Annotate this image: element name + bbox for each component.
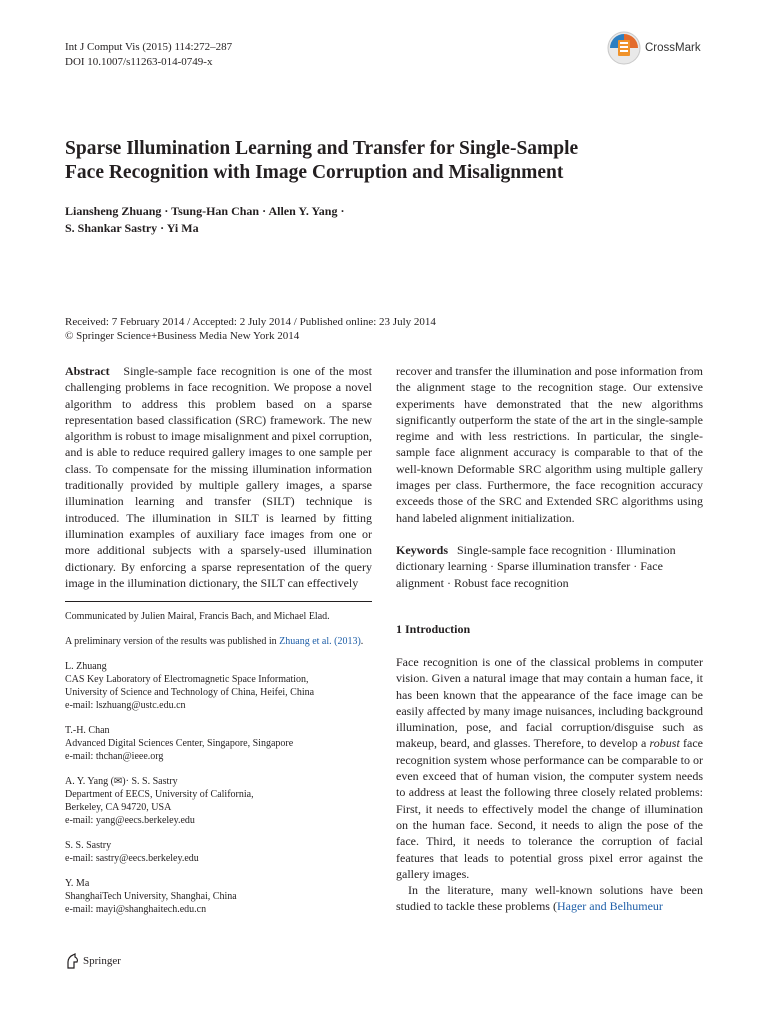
affil-email[interactable]: e-mail: sastry@eecs.berkeley.edu xyxy=(65,853,199,864)
affil-line: CAS Key Laboratory of Electromagnetic Space Information, xyxy=(65,674,309,685)
keywords xyxy=(396,542,703,591)
affil-email[interactable]: e-mail: mayi@shanghaitech.edu.cn xyxy=(65,904,207,915)
affiliation-chan xyxy=(65,724,372,763)
affil-email[interactable]: e-mail: lszhuang@ustc.edu.cn xyxy=(65,700,186,711)
publisher-footer xyxy=(65,953,121,969)
journal-citation: Int J Comput Vis (2015) 114:272–287 xyxy=(65,41,233,53)
journal-doi[interactable]: DOI 10.1007/s11263-014-0749-x xyxy=(65,56,213,68)
crossmark-label: CrossMark xyxy=(645,42,701,54)
affil-name: L. Zhuang xyxy=(65,661,107,672)
intro-paragraph-1 xyxy=(396,654,703,882)
abstract-label: Abstract xyxy=(65,364,110,378)
prelim-text: A preliminary version of the results was published in xyxy=(65,636,277,647)
abstract-left xyxy=(65,363,372,591)
abstract-text-right: recover and transfer the illumination and pose information from the alignment stage to the recognition stage. Our extensive experiments have demonstrated that the new algorithms significantly outperform the state of the art in the single-sample regime and with less restrictions. In particular, the single-sample face alignment accuracy is comparable to that of the well-known Deformable SRC algorithm using multiple gallery images per class. Furthermore, the face recognition accuracy exceeds those of the SRC and Extended SRC algorithms using hand labeled alignment initialization. xyxy=(396,364,703,525)
section-heading-introduction: 1 Introduction xyxy=(396,622,471,636)
footnotes xyxy=(65,610,372,916)
dates-line: Received: 7 February 2014 / Accepted: 2 July 2014 / Published online: 23 July 2014 xyxy=(65,316,436,328)
affiliation-ma xyxy=(65,877,372,916)
affil-line: Department of EECS, University of California, xyxy=(65,789,254,800)
title-line-1: Sparse Illumination Learning and Transfer for Single-Sample xyxy=(65,138,579,159)
abstract-right xyxy=(396,363,703,526)
preliminary-note xyxy=(65,635,372,648)
springer-horse-icon xyxy=(65,953,79,969)
affil-email[interactable]: e-mail: thchan@ieee.org xyxy=(65,751,164,762)
affil-line: University of Science and Technology of China, Heifei, China xyxy=(65,687,315,698)
intro-text: In the literature, many well-known solutions have been studied to tackle these problems ( xyxy=(396,883,703,914)
affil-line: ShanghaiTech University, Shanghai, China xyxy=(65,891,237,902)
keywords-text: Single-sample face recognition · Illumination dictionary learning · Sparse illumination transfer · Face alignment · Robust face recognition xyxy=(396,543,676,590)
affil-name: A. Y. Yang (✉)· S. S. Sastry xyxy=(65,776,178,787)
prelim-end: . xyxy=(360,636,364,647)
affiliation-zhuang xyxy=(65,660,372,712)
footnote-divider xyxy=(65,601,372,602)
communicated-by: Communicated by Julien Mairal, Francis Bach, and Michael Elad. xyxy=(65,611,330,622)
abstract-text-left: Single-sample face recognition is one of the most challenging problems in face recognition. We propose a novel algorithm to address this problem based on a sparse representation based classification (SRC) framework. The new algorithm is robust to image misalignment and pixel corruption, and is able to reduce required gallery images to one sample per class. To compensate for the missing illumination information traditionally provided by multiple gallery images, a sparse illumination learning and transfer (SILT) technique is introduced. The illumination in SILT is learned by fitting illumination examples of auxiliary face images from one or more additional subjects with a sparsely-used illumination dictionary. By enforcing a sparse representation of the query image in the illumination dictionary, the SILT can effectively xyxy=(65,364,373,590)
affil-name: Y. Ma xyxy=(65,878,90,889)
affil-name: S. S. Sastry xyxy=(65,840,112,851)
affiliation-yang xyxy=(65,775,372,827)
authors-line-2: S. Shankar Sastry · Yi Ma xyxy=(65,221,199,235)
prelim-citation-link[interactable]: Zhuang et al. (2013) xyxy=(279,636,361,647)
keywords-label: Keywords xyxy=(396,543,448,557)
intro-text: Face recognition is one of the classical problems in computer vision. Given a natural image that may contain a human face, it has been known that the appearance of the face image can be easily affected by many image nuisances, including background illumination, pose, and facial corruption/disguise such as makeup, beard, and glasses. Therefore, to develop a xyxy=(396,655,704,751)
publisher-name: Springer xyxy=(83,955,121,967)
affil-email[interactable]: e-mail: yang@eecs.berkeley.edu xyxy=(65,815,195,826)
authors-line-1: Liansheng Zhuang · Tsung-Han Chan · Allen Y. Yang · xyxy=(65,204,345,218)
intro-emphasis: robust xyxy=(649,736,680,751)
intro-text: face recognition system whose performance can be comparable to or even exceed that of human vision, the computer system needs to address at least the following three closely related problems: First, it needs to effectively model the change of illumination on the human face. Second, it needs to align the pose of the face. Third, it needs to tolerance the corruption of facial features that leads to potential gross pixel error against the gallery images. xyxy=(396,736,703,881)
citation-link[interactable]: Hager and Belhumeur xyxy=(556,899,663,914)
affil-name: T.-H. Chan xyxy=(65,725,110,736)
publication-dates xyxy=(65,315,565,343)
author-list xyxy=(65,203,485,237)
crossmark-badge[interactable] xyxy=(607,30,727,66)
copyright-line: © Springer Science+Business Media New York 2014 xyxy=(65,330,300,342)
journal-header xyxy=(65,40,232,70)
affiliation-sastry xyxy=(65,839,372,865)
introduction-body xyxy=(396,654,703,915)
affil-line: Advanced Digital Sciences Center, Singapore, Singapore xyxy=(65,738,294,749)
intro-paragraph-2 xyxy=(396,882,703,915)
crossmark-icon xyxy=(607,31,641,65)
title-line-2: Face Recognition with Image Corruption and Misalignment xyxy=(65,162,564,183)
affil-line: Berkeley, CA 94720, USA xyxy=(65,802,172,813)
paper-title xyxy=(65,137,685,185)
